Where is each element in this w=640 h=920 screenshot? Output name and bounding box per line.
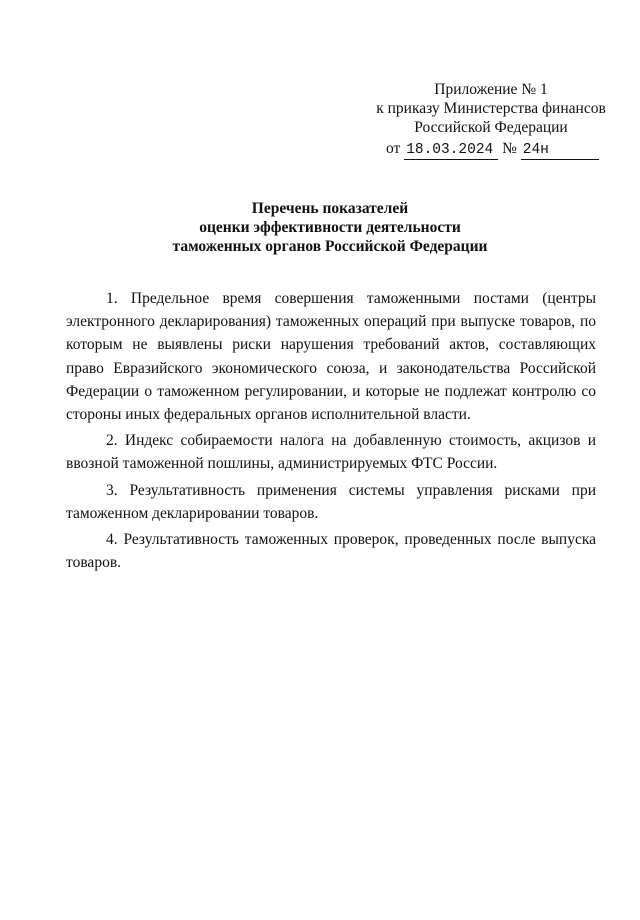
title-line-3: таможенных органов Российской Федерации: [172, 238, 488, 255]
order-number: 24н: [521, 142, 599, 160]
list-item: 4. Результативность таможенных проверок, проведенных после выпуска товаров.: [66, 531, 596, 572]
list-item: 2. Индекс собираемости налога на добавленную стоимость, акцизов и ввозной таможенной пошлины, администрируемых ФТС России.: [66, 432, 596, 473]
list-item: 3. Результативность применения системы управления рисками при таможенном декларировании товаров.: [66, 481, 596, 522]
appendix-number: Приложение № 1: [434, 81, 548, 98]
appendix-order-ref: к приказу Министерства финансов: [376, 100, 606, 117]
document-title: [60, 199, 600, 256]
order-date: 18.03.2024: [404, 142, 498, 160]
date-prefix: от: [386, 140, 401, 157]
appendix-header: [360, 80, 622, 137]
order-date-number: [386, 139, 599, 160]
title-line-1: Перечень показателей: [251, 200, 409, 217]
appendix-federation: Российской Федерации: [414, 119, 568, 136]
number-prefix: №: [502, 140, 517, 157]
title-line-2: оценки эффективности деятельности: [199, 219, 461, 236]
indicator-list: [66, 287, 596, 577]
list-item: 1. Предельное время совершения таможенными постами (центры электронного декларирования) таможенных операций при выпуске товаров, по которым не выявлены риски нарушения требований актов, составляющих право Евразийского экономического союза, и законодательства Российской Федерации о таможенном регулировании, и которые не подлежат контролю со стороны иных федеральных органов исполнительной власти.: [66, 290, 596, 424]
